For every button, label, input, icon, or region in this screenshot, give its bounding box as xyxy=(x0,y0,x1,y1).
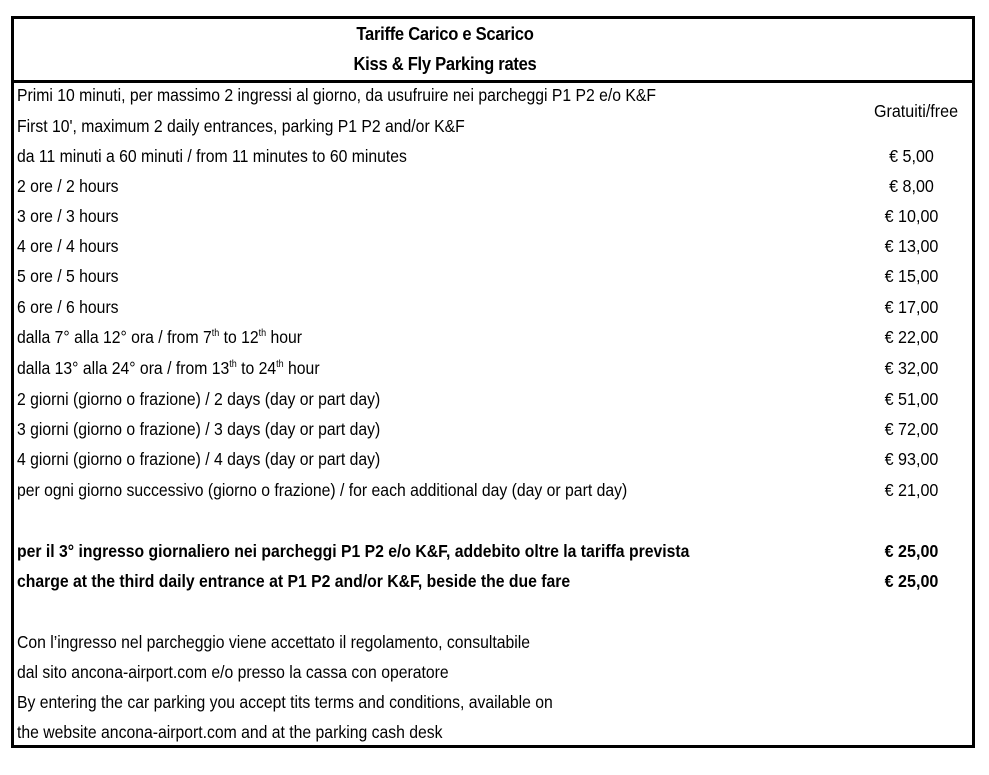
rate-price: € 22,00 xyxy=(884,327,939,347)
rate-label: 2 ore / 2 hours xyxy=(17,176,119,196)
rate-label: 4 ore / 4 hours xyxy=(17,236,119,256)
rate-price: € 51,00 xyxy=(884,389,939,409)
note-line xyxy=(14,721,972,751)
rate-row xyxy=(14,296,972,326)
note-text: Con l’ingresso nel parcheggio viene accettato il regolamento, consultabile xyxy=(17,632,531,652)
rate-row xyxy=(14,357,972,387)
rate-label xyxy=(17,357,320,379)
rate-price: € 17,00 xyxy=(884,297,939,317)
rate-label: 5 ore / 5 hours xyxy=(17,266,119,286)
note-line xyxy=(14,691,972,721)
label-text: hour xyxy=(283,358,320,378)
rate-row xyxy=(14,145,972,175)
rate-price: € 13,00 xyxy=(884,236,939,256)
rate-label: 3 ore / 3 hours xyxy=(17,206,119,226)
rate-price: € 5,00 xyxy=(889,146,934,166)
rate-label: 6 ore / 6 hours xyxy=(17,297,119,317)
rate-row-free xyxy=(14,84,972,144)
label-text: to 12 xyxy=(219,327,259,347)
ordinal-suffix: th xyxy=(258,328,267,339)
note-line xyxy=(14,631,972,661)
rate-row xyxy=(14,265,972,295)
note-line xyxy=(14,661,972,691)
table-header xyxy=(14,19,972,83)
ordinal-suffix: th xyxy=(276,359,284,370)
rate-price: € 72,00 xyxy=(884,419,939,439)
rate-label-english: First 10', maximum 2 daily entrances, parking P1 P2 and/or K&F xyxy=(17,116,465,136)
surcharge-price: € 25,00 xyxy=(884,571,939,591)
title-english: Kiss & Fly Parking rates xyxy=(353,54,537,74)
rate-label: 4 giorni (giorno o frazione) / 4 days (day or part day) xyxy=(17,449,381,469)
surcharge-label: charge at the third daily entrance at P1 P2 and/or K&F, beside the due fare xyxy=(17,571,571,591)
rate-label-italian: Primi 10 minuti, per massimo 2 ingressi al giorno, da usufruire nei parcheggi P1 P2 e/o K&F xyxy=(17,85,657,105)
surcharge-price: € 25,00 xyxy=(884,541,939,561)
rates-table xyxy=(11,16,975,748)
rate-row xyxy=(14,388,972,418)
note-text: dal sito ancona-airport.com e/o presso la cassa con operatore xyxy=(17,662,449,682)
surcharge-label: per il 3° ingresso giornaliero nei parcheggi P1 P2 e/o K&F, addebito oltre la tariffa prevista xyxy=(17,541,690,561)
rate-row xyxy=(14,448,972,478)
note-text: By entering the car parking you accept tits terms and conditions, available on xyxy=(17,692,553,712)
note-text: the website ancona-airport.com and at the parking cash desk xyxy=(17,722,443,742)
rate-label: da 11 minuti a 60 minuti / from 11 minutes to 60 minutes xyxy=(17,146,407,166)
rate-label xyxy=(17,326,302,348)
rate-label: 3 giorni (giorno o frazione) / 3 days (day or part day) xyxy=(17,419,381,439)
label-text: dalla 7° alla 12° ora / from 7 xyxy=(17,327,212,347)
rate-row xyxy=(14,418,972,448)
rate-row xyxy=(14,479,972,509)
rate-row xyxy=(14,326,972,356)
rate-price: Gratuiti/free xyxy=(873,101,959,121)
rate-price: € 8,00 xyxy=(889,176,934,196)
rate-row xyxy=(14,205,972,235)
rate-row xyxy=(14,235,972,265)
label-text: to 24 xyxy=(236,358,277,378)
rate-price: € 21,00 xyxy=(884,480,939,500)
surcharge-row xyxy=(14,540,972,570)
ordinal-suffix: th xyxy=(211,328,220,339)
rate-label: per ogni giorno successivo (giorno o frazione) / for each additional day (day or part day) xyxy=(17,480,628,500)
rate-price: € 15,00 xyxy=(884,266,939,286)
ordinal-suffix: th xyxy=(229,359,237,370)
label-text: dalla 13° alla 24° ora / from 13 xyxy=(17,358,230,378)
rate-price: € 32,00 xyxy=(884,358,939,378)
rate-label: 2 giorni (giorno o frazione) / 2 days (day or part day) xyxy=(17,389,381,409)
title-italian: Tariffe Carico e Scarico xyxy=(356,24,534,44)
surcharge-row xyxy=(14,570,972,600)
rate-row xyxy=(14,175,972,205)
rate-price: € 93,00 xyxy=(884,449,939,469)
rate-price: € 10,00 xyxy=(884,206,939,226)
label-text: hour xyxy=(266,327,303,347)
